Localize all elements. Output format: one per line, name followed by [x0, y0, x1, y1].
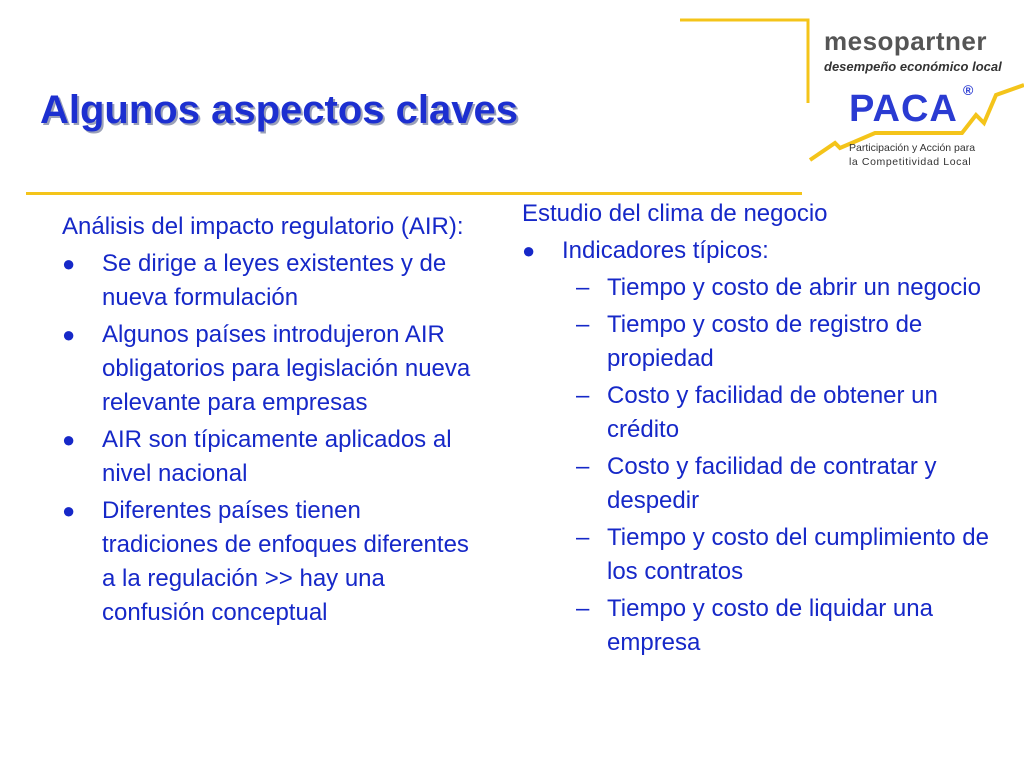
indicator-text: Tiempo y costo del cumplimiento de los contratos	[607, 524, 989, 585]
indicator-text: Tiempo y costo de abrir un negocio	[607, 274, 981, 301]
left-column	[62, 210, 482, 633]
dash-icon: –	[576, 453, 590, 480]
left-bullet-item	[62, 494, 482, 630]
logo-tagline-line-2: la Competitividad Local	[849, 156, 972, 168]
left-bullet-text: Algunos países introdujeron AIR obligatorios para legislación nueva relevante para empresas	[102, 321, 471, 416]
left-column-intro: Análisis del impacto regulatorio (AIR):	[62, 213, 464, 240]
left-bullet-item	[62, 423, 482, 491]
indicator-item	[562, 379, 1002, 447]
right-bullet-item	[522, 234, 1002, 268]
indicator-item	[562, 592, 1002, 660]
dash-icon: –	[576, 311, 590, 338]
dash-icon: –	[576, 524, 590, 551]
bullet-dot-icon: ●	[62, 251, 76, 276]
left-bullet-item	[62, 318, 482, 420]
bullet-dot-icon: ●	[62, 427, 76, 452]
indicator-item	[562, 450, 1002, 518]
logo-brand-sub: desempeño económico local	[824, 59, 1002, 74]
indicator-item	[562, 308, 1002, 376]
left-bullet-text: Diferentes países tienen tradiciones de enfoques diferentes a la regulación >> hay una confusión conceptual	[102, 497, 469, 626]
logo-product: PACA	[849, 88, 958, 130]
indicator-text: Costo y facilidad de obtener un crédito	[607, 382, 938, 443]
indicator-text: Tiempo y costo de liquidar una empresa	[607, 595, 933, 656]
slide-title: Algunos aspectos claves	[40, 88, 518, 132]
left-bullet-item	[62, 247, 482, 315]
indicator-text: Costo y facilidad de contratar y despedir	[607, 453, 937, 514]
indicator-list	[562, 271, 1002, 660]
left-bullet-text: AIR son típicamente aplicados al nivel nacional	[102, 426, 452, 487]
dash-icon: –	[576, 595, 590, 622]
logo-registered-mark: ®	[963, 82, 974, 98]
indicator-text: Tiempo y costo de registro de propiedad	[607, 311, 923, 372]
left-bullet-list	[62, 247, 482, 630]
right-column	[522, 197, 1002, 663]
indicator-item	[562, 271, 1002, 305]
bullet-dot-icon: ●	[62, 322, 76, 347]
indicator-item	[562, 521, 1002, 589]
dash-icon: –	[576, 274, 590, 301]
right-bullet-list	[522, 234, 1002, 268]
bullet-dot-icon: ●	[522, 238, 536, 263]
title-divider	[26, 192, 802, 195]
logo-brand: mesopartner	[824, 26, 987, 56]
right-column-intro: Estudio del clima de negocio	[522, 200, 828, 227]
left-bullet-text: Se dirige a leyes existentes y de nueva formulación	[102, 250, 447, 311]
logo-tagline-line-1: Participación y Acción para	[849, 142, 976, 154]
dash-icon: –	[576, 382, 590, 409]
right-bullet-text: Indicadores típicos:	[562, 237, 769, 264]
bullet-dot-icon: ●	[62, 498, 76, 523]
